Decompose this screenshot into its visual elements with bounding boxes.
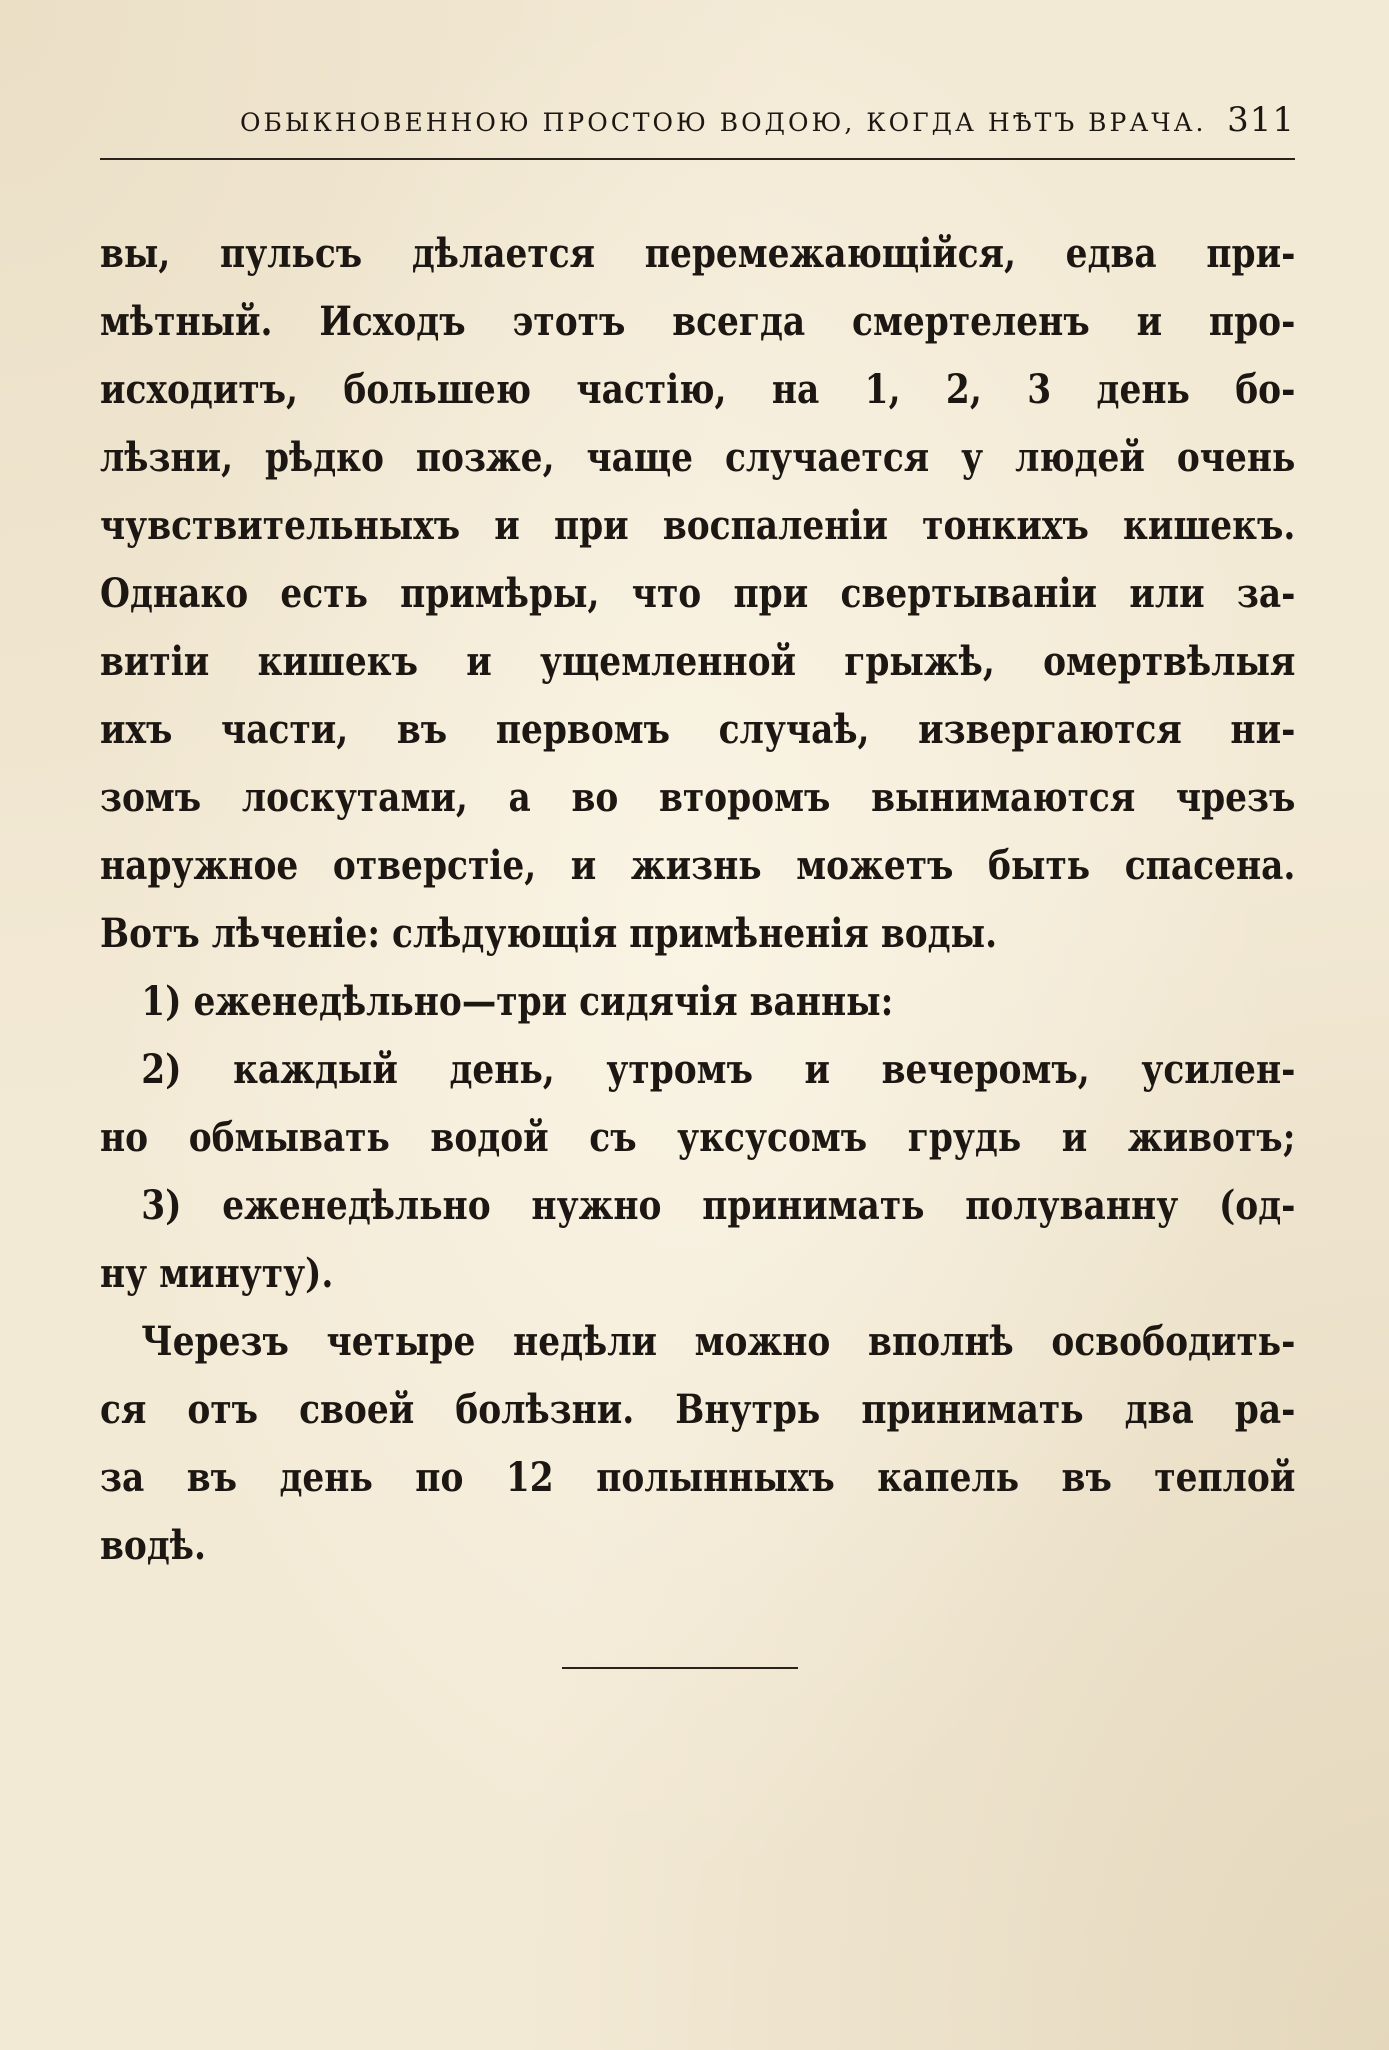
text-line: Черезъ четыре недѣли можно вполнѣ освободить- bbox=[141, 1318, 1296, 1365]
text-line: вы, пульсъ дѣлается перемежающійся, едва при- bbox=[100, 230, 1296, 277]
text-line: но обмывать водой съ уксусомъ грудь и животъ; bbox=[100, 1114, 1296, 1161]
text-line: витіи кишекъ и ущемленной грыжѣ, омертвѣлыя bbox=[100, 638, 1296, 685]
text-line: чувствительныхъ и при воспаленіи тонкихъ кишекъ. bbox=[100, 502, 1296, 549]
section-end-rule bbox=[562, 1667, 798, 1669]
page-number: 311 bbox=[1227, 100, 1295, 140]
list-item: 1) еженедѣльно—три сидячія ванны: bbox=[141, 978, 894, 1025]
text-line: мѣтный. Исходъ этотъ всегда смертеленъ и про- bbox=[100, 298, 1296, 345]
text-line: за въ день по 12 полынныхъ капель въ теплой bbox=[100, 1454, 1296, 1501]
running-head: ОБЫКНОВЕННОЮ ПРОСТОЮ ВОДОЮ, КОГДА НѢТЪ ВРАЧА. bbox=[240, 108, 1207, 137]
text-line: Вотъ лѣченіе: слѣдующія примѣненія воды. bbox=[100, 910, 998, 957]
page-header bbox=[100, 100, 1295, 150]
text-line: исходитъ, большею частію, на 1, 2, 3 день бо- bbox=[100, 366, 1296, 413]
text-line: зомъ лоскутами, а во второмъ вынимаются чрезъ bbox=[100, 774, 1296, 821]
text-line: Однако есть примѣры, что при свертываніи или за- bbox=[100, 570, 1296, 617]
text-line: водѣ. bbox=[100, 1522, 206, 1569]
text-line: наружное отверстіе, и жизнь можетъ быть спасена. bbox=[100, 842, 1296, 889]
list-item: 3) еженедѣльно нужно принимать полуванну (од- bbox=[141, 1182, 1296, 1229]
body-text bbox=[100, 220, 1296, 1580]
text-line: ся отъ своей болѣзни. Внутрь принимать два ра- bbox=[100, 1386, 1296, 1433]
text-line: лѣзни, рѣдко позже, чаще случается у людей очень bbox=[100, 434, 1296, 481]
text-line: ихъ части, въ первомъ случаѣ, извергаются ни- bbox=[100, 706, 1296, 753]
header-rule bbox=[100, 158, 1295, 160]
text-line: ну минуту). bbox=[100, 1250, 334, 1297]
list-item: 2) каждый день, утромъ и вечеромъ, усилен- bbox=[141, 1046, 1296, 1093]
